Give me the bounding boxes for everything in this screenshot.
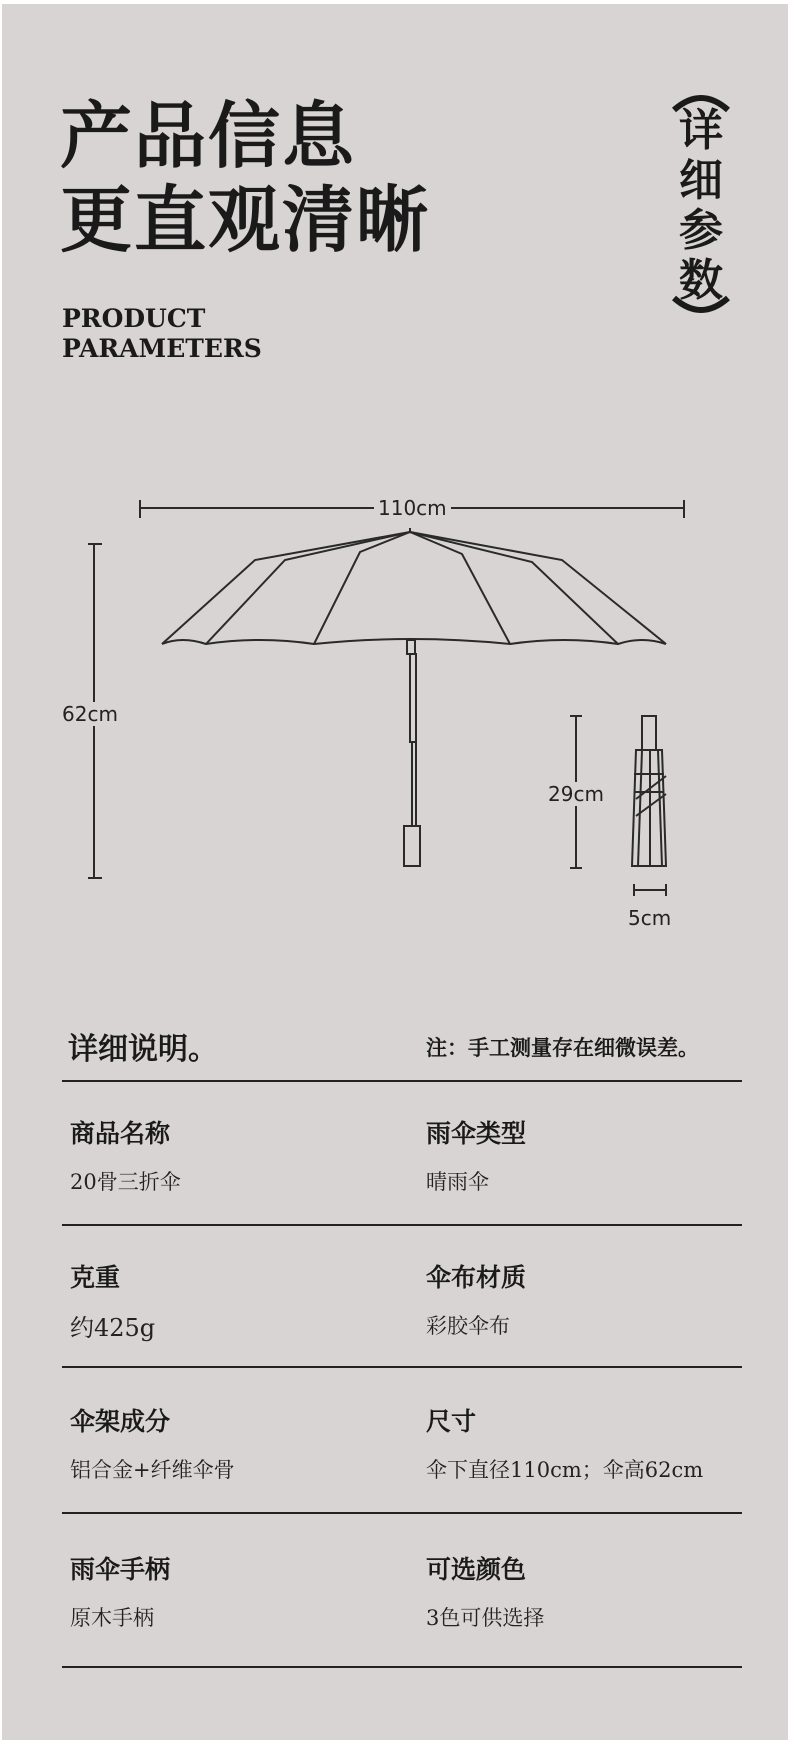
spec-value-weight: 约425g <box>70 1314 156 1342</box>
divider <box>62 1224 742 1226</box>
divider <box>62 1080 742 1082</box>
page-title-line2: 更直观清晰 <box>60 177 431 262</box>
spec-value-umbrella-type: 晴雨伞 <box>426 1170 489 1194</box>
spec-label-umbrella-type: 雨伞类型 <box>426 1119 527 1148</box>
divider <box>62 1512 742 1514</box>
measurement-note: 注：手工测量存在细微误差。 <box>426 1035 699 1060</box>
height-label: 62cm <box>58 702 122 726</box>
vertical-char-3: 参 <box>679 205 723 256</box>
subtitle-en-line2: PARAMETERS <box>62 334 262 363</box>
spec-label-fabric: 伞布材质 <box>426 1263 527 1292</box>
spec-value-frame: 铝合金+纤维伞骨 <box>70 1458 235 1482</box>
spec-label-product-name: 商品名称 <box>70 1119 171 1148</box>
subtitle-en-line1: PRODUCT <box>62 304 206 333</box>
width-label: 110cm <box>374 496 451 520</box>
product-parameters-page <box>2 4 788 1740</box>
spec-label-handle: 雨伞手柄 <box>70 1555 171 1584</box>
vertical-char-1: 详 <box>679 105 723 156</box>
spec-value-product-name: 20骨三折伞 <box>70 1170 181 1194</box>
folded-umbrella-icon <box>570 716 666 896</box>
spec-label-weight: 克重 <box>70 1263 121 1292</box>
page-title-line1: 产品信息 <box>60 93 357 178</box>
spec-label-colors: 可选颜色 <box>426 1555 527 1584</box>
open-umbrella-icon <box>162 528 666 866</box>
folded-width-label: 5cm <box>624 906 675 930</box>
folded-length-label: 29cm <box>544 782 608 806</box>
spec-value-handle: 原木手柄 <box>70 1606 154 1630</box>
spec-value-fabric: 彩胶伞布 <box>426 1314 510 1338</box>
divider <box>62 1366 742 1368</box>
divider <box>62 1666 742 1668</box>
spec-label-size: 尺寸 <box>426 1407 477 1436</box>
vertical-char-4: 数 <box>679 255 723 306</box>
spec-label-frame: 伞架成分 <box>70 1407 171 1436</box>
vertical-char-2: 细 <box>679 155 723 206</box>
spec-value-size: 伞下直径110cm；伞高62cm <box>426 1458 704 1482</box>
details-section-title: 详细说明。 <box>68 1032 218 1067</box>
spec-value-colors: 3色可供选择 <box>426 1606 545 1630</box>
